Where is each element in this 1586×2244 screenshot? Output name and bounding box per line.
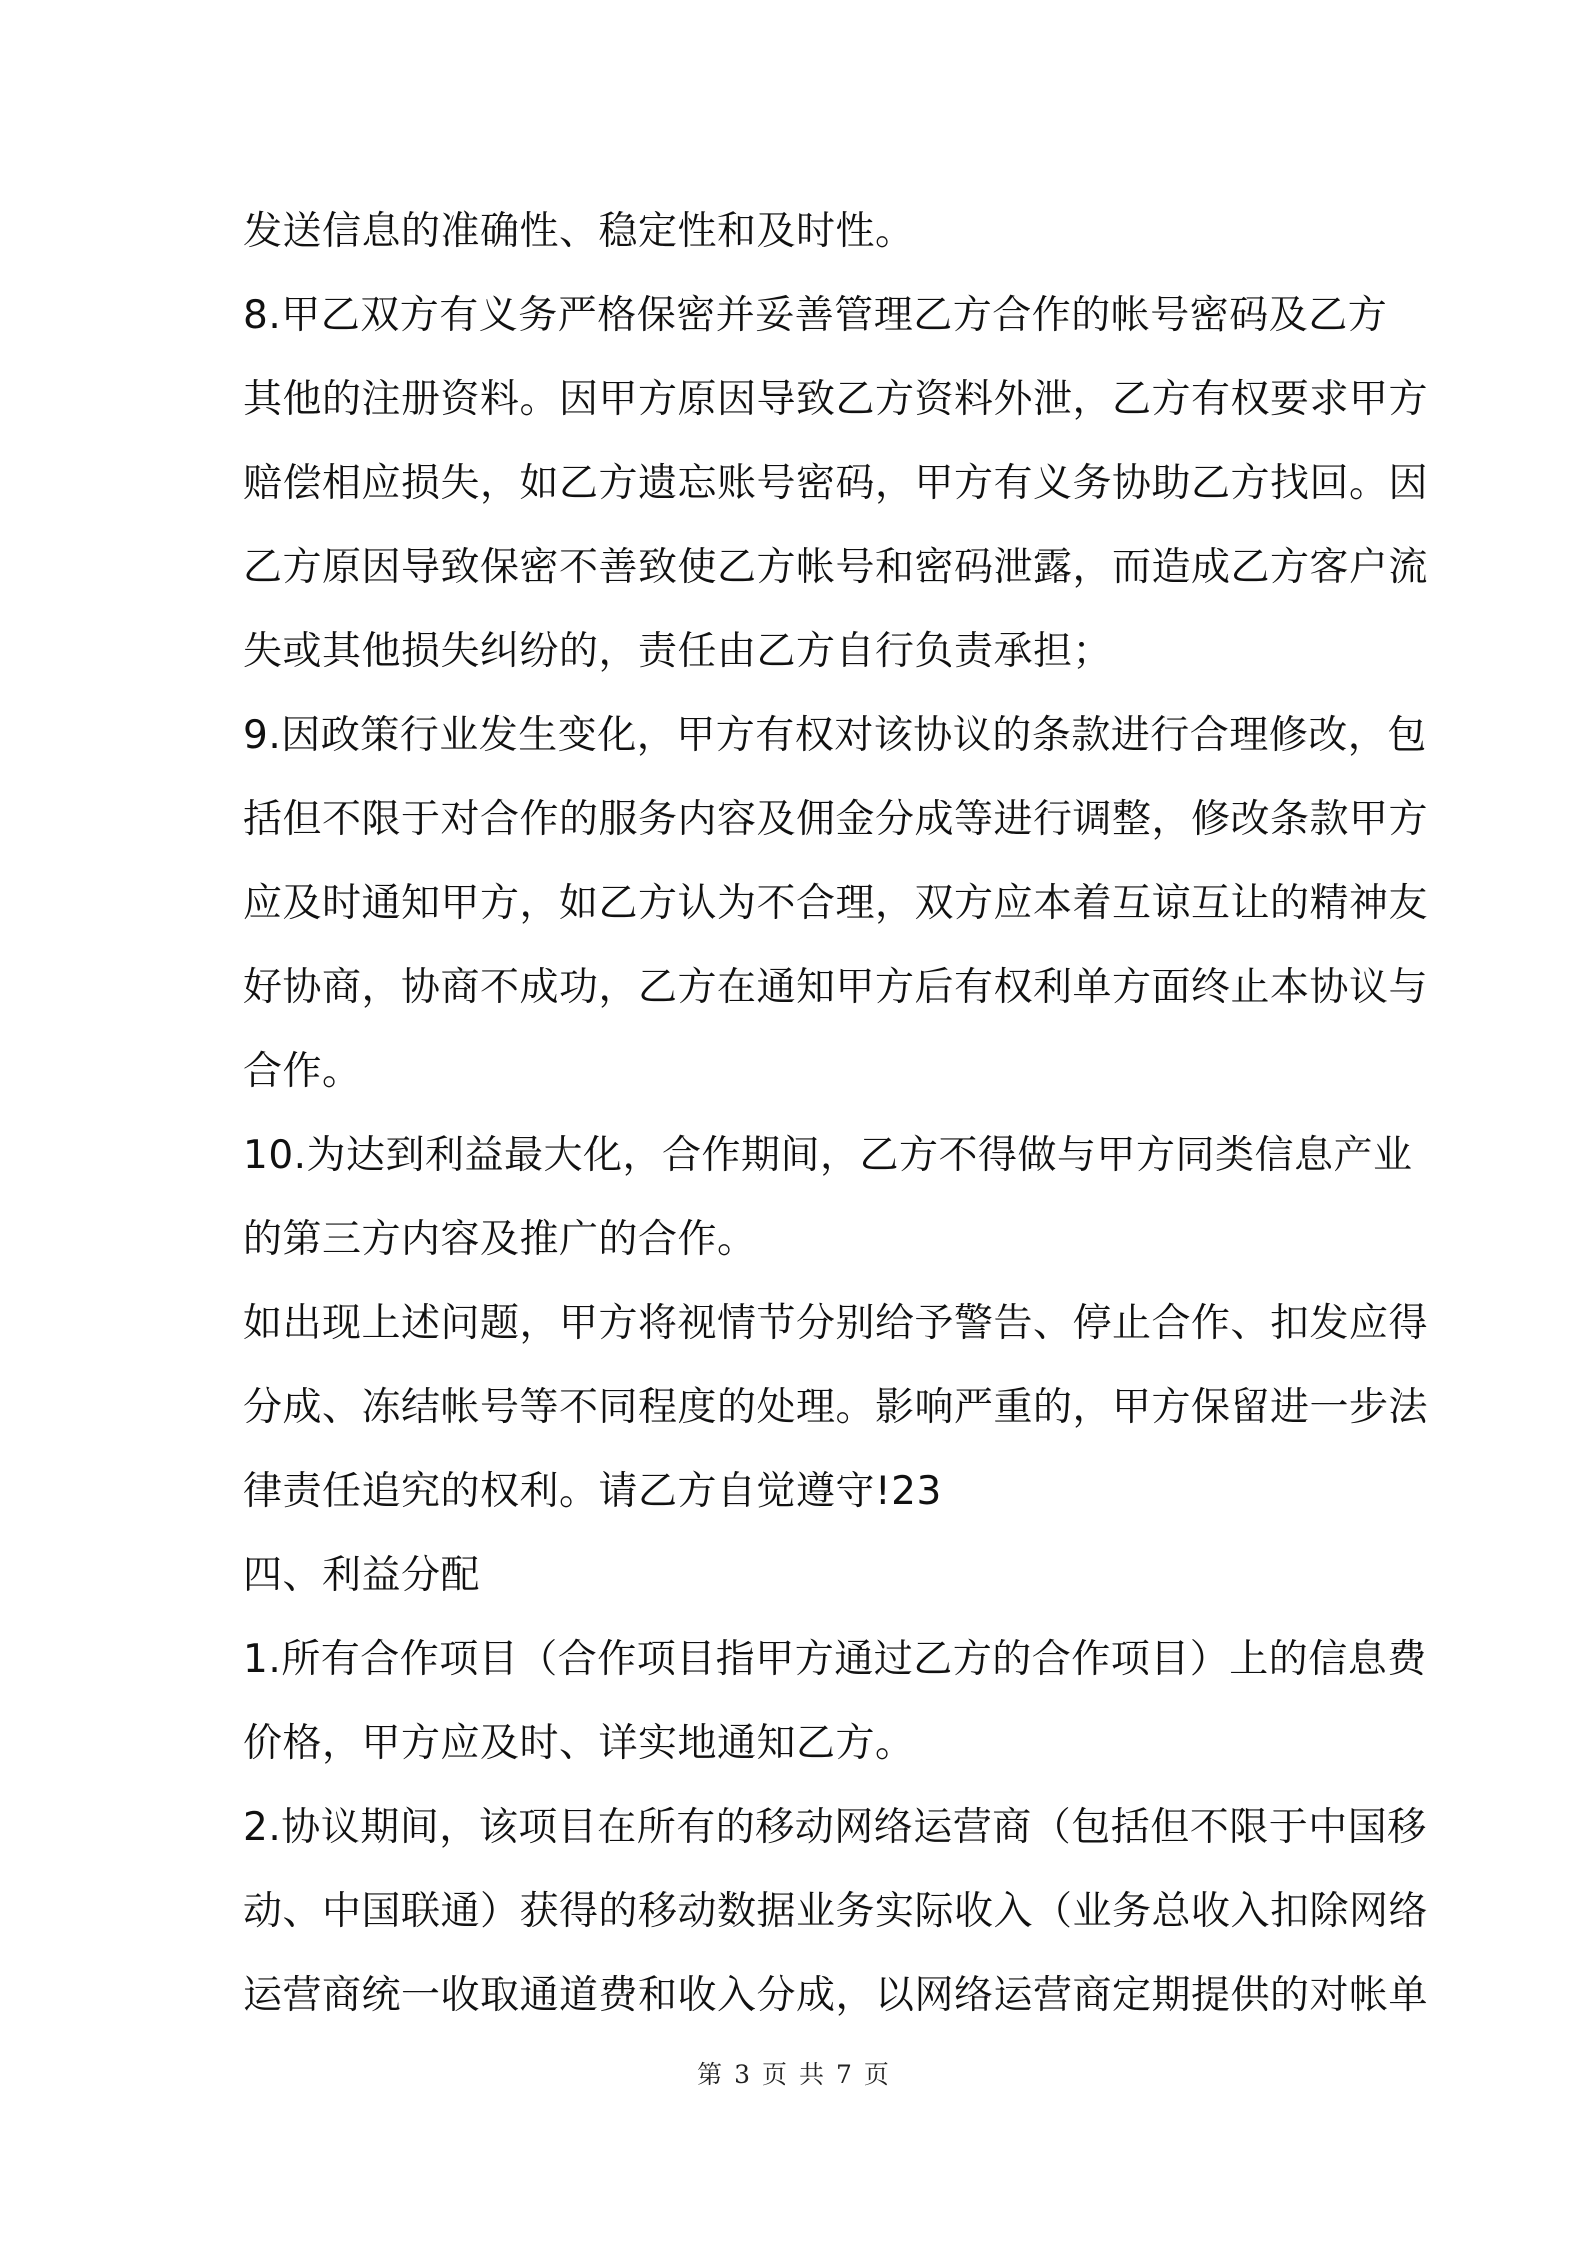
text-line: 合作。 <box>243 1049 362 1094</box>
text-line: 价格，甲方应及时、详实地通知乙方。 <box>243 1721 915 1766</box>
text-line: 10.为达到利益最大化，合作期间，乙方不得做与甲方同类信息产业 <box>243 1133 1413 1178</box>
text-line: 其他的注册资料。因甲方原因导致乙方资料外泄，乙方有权要求甲方 <box>243 377 1429 422</box>
footer-total-pages: 7 <box>836 2060 852 2089</box>
footer-label-gong: 共 <box>799 2060 825 2089</box>
footer-label-ye-total: 页 <box>863 2060 889 2089</box>
page-footer <box>0 2055 1586 2095</box>
text-line: 赔偿相应损失，如乙方遗忘账号密码，甲方有义务协助乙方找回。因 <box>243 461 1429 506</box>
text-line: 律责任追究的权利。请乙方自觉遵守!23 <box>243 1469 942 1514</box>
text-line: 9.因政策行业发生变化，甲方有权对该协议的条款进行合理修改，包 <box>243 713 1427 758</box>
text-line: 运营商统一收取通道费和收入分成，以网络运营商定期提供的对帐单 <box>243 1973 1429 2018</box>
text-line: 8.甲乙双方有义务严格保密并妥善管理乙方合作的帐号密码及乙方 <box>243 293 1388 338</box>
text-line: 2.协议期间，该项目在所有的移动网络运营商（包括但不限于中国移 <box>243 1805 1427 1850</box>
text-line: 1.所有合作项目（合作项目指甲方通过乙方的合作项目）上的信息费 <box>243 1637 1427 1682</box>
text-line: 的第三方内容及推广的合作。 <box>243 1217 757 1262</box>
text-line: 动、中国联通）获得的移动数据业务实际收入（业务总收入扣除网络 <box>243 1889 1429 1934</box>
text-line: 应及时通知甲方，如乙方认为不合理，双方应本着互谅互让的精神友 <box>243 881 1429 926</box>
text-line: 分成、冻结帐号等不同程度的处理。影响严重的，甲方保留进一步法 <box>243 1385 1429 1430</box>
footer-current-page: 3 <box>734 2060 750 2089</box>
text-line: 乙方原因导致保密不善致使乙方帐号和密码泄露，而造成乙方客户流 <box>243 545 1429 590</box>
footer-label-di: 第 <box>697 2060 723 2089</box>
text-line: 失或其他损失纠纷的，责任由乙方自行负责承担； <box>243 629 1113 674</box>
text-line: 发送信息的准确性、稳定性和及时性。 <box>243 209 915 254</box>
document-body <box>243 190 1429 2038</box>
text-line: 好协商，协商不成功，乙方在通知甲方后有权利单方面终止本协议与 <box>243 965 1429 1010</box>
text-line: 四、利益分配 <box>243 1553 481 1598</box>
text-line: 如出现上述问题，甲方将视情节分别给予警告、停止合作、扣发应得 <box>243 1301 1429 1346</box>
text-line: 括但不限于对合作的服务内容及佣金分成等进行调整，修改条款甲方 <box>243 797 1429 842</box>
footer-label-ye: 页 <box>761 2060 787 2089</box>
